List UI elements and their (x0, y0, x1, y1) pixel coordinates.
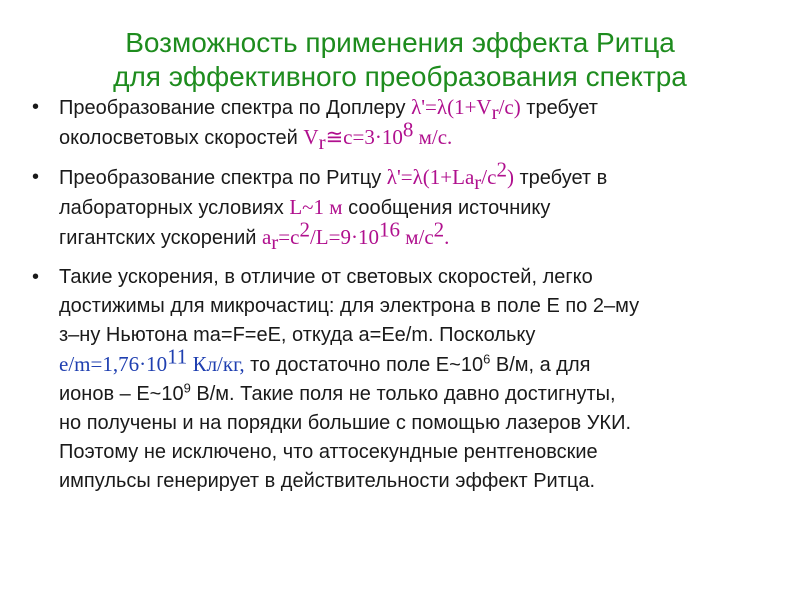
text-line: Такие ускорения, в отличие от световых скоростей, легко (59, 266, 593, 288)
text-line: но получены и на порядки большие с помощью лазеров УКИ. (59, 412, 632, 434)
formula: λ'=λ(1+V (411, 95, 492, 119)
text-line: достижимы для микрочастиц: для электрона в поле E по 2–му (59, 295, 640, 317)
formula: e/m=1,76·10 (59, 352, 168, 376)
formula: V (303, 125, 319, 149)
text-line: ионов – $E\sim 10^9$ В/м. Такие поля не только давно достигнуты, (59, 380, 616, 405)
bullet-dot: • (32, 166, 40, 188)
bullet-doppler (30, 93, 770, 153)
bullet-accelerations (30, 263, 770, 496)
bullet-list (30, 93, 770, 506)
bullet-ritz (30, 157, 770, 254)
formula: λ'=λ(1+La (386, 165, 475, 189)
bullet-dot: • (32, 266, 40, 288)
title-line-2: для эффективного преобразования спектра (113, 61, 687, 92)
text-line: лабораторных условиях L~1 м сообщения источнику (59, 195, 551, 219)
text-line: Преобразование спектра по Ритцу $\lambda'=\lambda(1+La_r/c^2)$ требует в (59, 157, 608, 194)
formula: a (261, 225, 272, 249)
slide-title (0, 26, 800, 94)
text-line: Поэтому не исключено, что аттосекундные рентгеновские (59, 441, 598, 463)
text-line: $e/m=1,76\cdot 10^{11}$ Кл/кг, то достаточно поле $E\sim 10^6$ В/м, а для (59, 344, 591, 376)
text-line: з–ну Ньютона ma=F=eE, откуда a=Ee/m. Поскольку (59, 324, 536, 346)
text-line: гигантских ускорений $a_r=c^2/L=9\cdot 10^{16}$ $м/с^2$. (59, 217, 450, 254)
text-line: Преобразование спектра по Доплеру $\lambda'=\lambda(1+V_r/c)$ требует (59, 95, 598, 124)
text-line: околосветовых скоростей $V_r≅c=3\cdot 10^8$ м/с. (59, 117, 453, 154)
bullet-dot: • (32, 96, 40, 118)
title-line-1: Возможность применения эффекта Ритца (125, 27, 675, 58)
formula: L~1 м (289, 195, 343, 219)
text-line: импульсы генерирует в действительности эффект Ритца. (59, 470, 596, 492)
